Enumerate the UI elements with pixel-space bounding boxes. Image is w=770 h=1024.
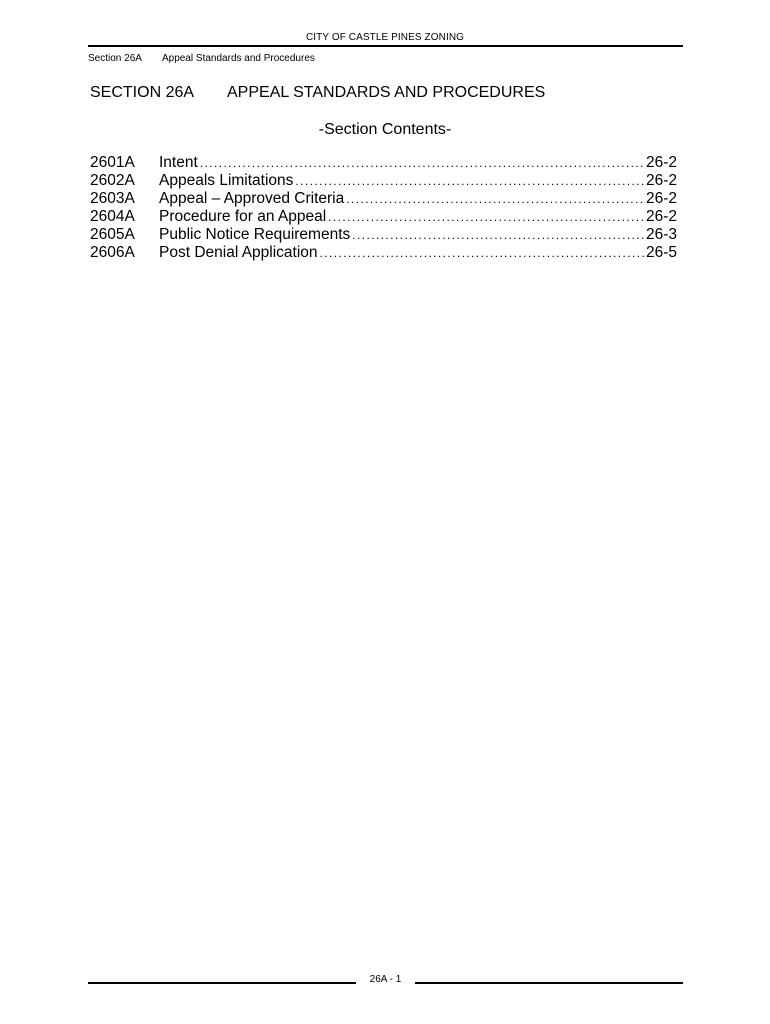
footer-rule-left <box>88 982 356 984</box>
toc-dot-leader <box>352 226 644 244</box>
toc-dot-leader <box>320 244 644 262</box>
toc-entry-title: Procedure for an Appeal <box>159 208 327 225</box>
toc-entry-2604a[interactable] <box>90 208 677 226</box>
toc-entry-2603a[interactable] <box>90 190 677 208</box>
toc-entry-2602a[interactable] <box>90 172 677 190</box>
toc-entry-number: 2606A <box>90 244 135 261</box>
running-header-section-title: Appeal Standards and Procedures <box>162 53 315 64</box>
toc-entry-page: 26-5 <box>645 244 677 261</box>
toc-dot-leader <box>200 154 644 172</box>
toc-dot-leader <box>346 190 644 208</box>
toc-entry-number: 2603A <box>90 190 135 207</box>
toc-entry-number: 2604A <box>90 208 135 225</box>
running-header-section-label: Section 26A <box>88 53 142 64</box>
table-of-contents <box>90 154 677 262</box>
toc-dot-leader <box>328 208 644 226</box>
toc-entry-page: 26-2 <box>645 190 677 207</box>
toc-entry-page: 26-2 <box>645 208 677 225</box>
toc-entry-2606a[interactable] <box>90 244 677 262</box>
toc-entry-title: Post Denial Application <box>159 244 318 261</box>
toc-entry-title: Public Notice Requirements <box>159 226 351 243</box>
toc-entry-2601a[interactable] <box>90 154 677 172</box>
toc-entry-title: Intent <box>159 154 198 171</box>
toc-entry-title: Appeals Limitations <box>159 172 294 189</box>
toc-dot-leader <box>295 172 644 190</box>
toc-entry-page: 26-2 <box>645 154 677 171</box>
toc-entry-page: 26-2 <box>645 172 677 189</box>
footer-page-number: 26A - 1 <box>369 974 402 985</box>
section-number-heading: SECTION 26A <box>90 84 195 101</box>
toc-entry-number: 2601A <box>90 154 135 171</box>
toc-entry-2605a[interactable] <box>90 226 677 244</box>
section-title-heading: APPEAL STANDARDS AND PROCEDURES <box>227 84 546 101</box>
toc-entry-number: 2605A <box>90 226 135 243</box>
toc-entry-number: 2602A <box>90 172 135 189</box>
toc-entry-title: Appeal – Approved Criteria <box>159 190 345 207</box>
toc-entry-page: 26-3 <box>645 226 677 243</box>
running-header-title: CITY OF CASTLE PINES ZONING <box>305 32 465 43</box>
contents-heading: -Section Contents- <box>318 121 452 138</box>
header-rule <box>88 45 683 47</box>
footer-rule-right <box>415 982 683 984</box>
